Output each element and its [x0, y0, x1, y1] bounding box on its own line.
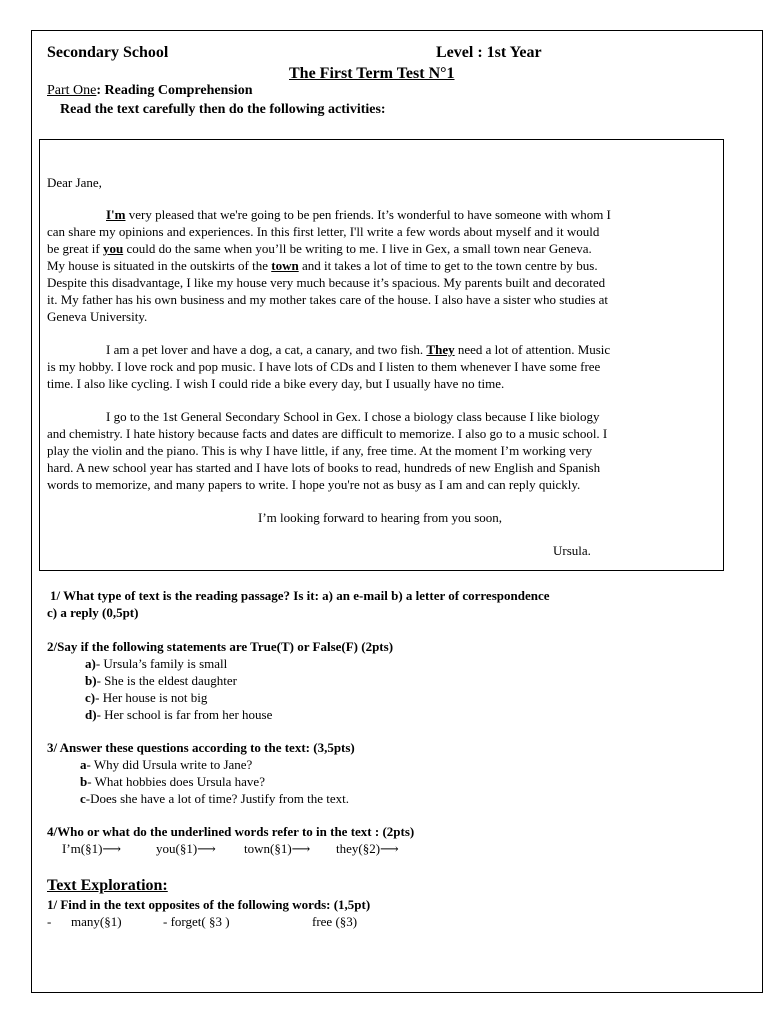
question-item-label: a	[80, 757, 87, 772]
question-4-title: 4/Who or what do the underlined words refer to in the text : (2pts)	[47, 824, 415, 839]
question-item-label: b	[80, 774, 88, 789]
paragraph-3-line: play the violin and the piano. This is why I have little, if any, free time. At the moment I’m working very	[47, 443, 593, 458]
question-1-line2: c) a reply (0,5pt)	[47, 605, 139, 620]
statement-item-text: - Her house is not big	[95, 690, 208, 705]
question-item-text: - Why did Ursula write to Jane?	[86, 757, 253, 772]
letter-text: it. My father has his own business and my mother takes care of the house. I also have a sister who studies at	[47, 292, 609, 307]
paragraph-3-line: words to memorize, and many papers to write. I hope you're not as busy as I am and can reply quickly.	[47, 477, 581, 492]
paragraph-1-line	[47, 275, 605, 291]
instruction: Read the text carefully then do the following activities:	[60, 102, 386, 117]
statement-item-label: c)	[85, 690, 96, 705]
opposite-word-item: free (§3)	[312, 914, 358, 929]
letter-text: could do the same when you’ll be writing to me. I live in Gex, a small town near Geneva.	[123, 241, 592, 256]
letter-text: Despite this disadvantage, I like my house very much because it’s spacious. My parents built and decorated	[47, 275, 606, 290]
exploration-title: Text Exploration:	[47, 877, 168, 894]
question-item-text: -Does she have a lot of time? Justify from the text.	[85, 791, 349, 806]
statement-item-label: d)	[85, 707, 97, 722]
reference-item: I’m(§1)⟶	[62, 841, 122, 856]
paragraph-1-line	[47, 241, 592, 257]
letter-greeting: Dear Jane,	[47, 175, 102, 190]
paragraph-2-line	[106, 342, 610, 358]
letter-text: time. I also like cycling. I wish I could ride a bike every day, but I usually have no time.	[47, 376, 505, 391]
underlined-word: I'm	[106, 207, 126, 222]
paragraph-1-line	[47, 224, 599, 240]
letter-closing: I’m looking forward to hearing from you soon,	[258, 510, 503, 525]
letter-text: is my hobby. I love rock and pop music. I have lots of CDs and I listen to them whenever I have some free	[47, 359, 601, 374]
paragraph-3-line: and chemistry. I hate history because facts and dates are difficult to memorize. I also go to a music school. I	[47, 426, 608, 441]
paragraph-3-line: hard. A new school year has started and I have lots of books to read, hundreds of new English and Spanish	[47, 460, 601, 475]
underlined-word: you	[102, 241, 124, 256]
part-heading	[47, 83, 252, 99]
paragraph-3-line: I go to the 1st General Secondary School in Gex. I chose a biology class because I like biology	[106, 409, 600, 424]
level-label: Level : 1st Year	[436, 44, 542, 61]
letter-text: need a lot of attention. Music	[454, 342, 611, 357]
underlined-word: town	[271, 258, 299, 273]
part-title: : Reading Comprehension	[96, 83, 253, 98]
statement-item	[85, 707, 272, 723]
reference-item: town(§1)⟶	[244, 841, 311, 856]
question-item-label: c	[80, 791, 86, 806]
test-title: The First Term Test N°1	[289, 65, 455, 82]
opposite-word-item: many(§1)	[71, 914, 122, 929]
question-item	[80, 774, 265, 790]
letter-text: My house is situated in the outskirts of the	[47, 258, 272, 273]
question-1-line1: 1/ What type of text is the reading passage? Is it: a) an e-mail b) a letter of correspondence	[50, 588, 550, 603]
question-item-text: - What hobbies does Ursula have?	[87, 774, 265, 789]
statement-item-text: - Ursula’s family is small	[95, 656, 228, 671]
statement-item	[85, 656, 227, 672]
underlined-word: They	[426, 342, 455, 357]
statement-item-label: b)	[85, 673, 97, 688]
letter-text: very pleased that we're going to be pen friends. It’s wonderful to have someone with whom I	[125, 207, 611, 222]
paragraph-2-line	[47, 376, 504, 392]
question-3-title: 3/ Answer these questions according to the text: (3,5pts)	[47, 740, 355, 755]
question-item	[80, 757, 252, 773]
question-item	[80, 791, 349, 807]
letter-signature: Ursula.	[553, 543, 591, 558]
letter-text: I am a pet lover and have a dog, a cat, a canary, and two fish.	[106, 342, 427, 357]
statement-item-label: a)	[85, 656, 96, 671]
exploration-question-1: 1/ Find in the text opposites of the following words: (1,5pt)	[47, 897, 371, 912]
letter-text: and it takes a lot of time to get to the town centre by bus.	[298, 258, 598, 273]
statement-item	[85, 690, 207, 706]
exploration-dash: -	[47, 914, 52, 929]
question-2-title: 2/Say if the following statements are True(T) or False(F) (2pts)	[47, 639, 394, 654]
reference-item: they(§2)⟶	[336, 841, 399, 856]
letter-text: be great if	[47, 241, 103, 256]
part-label: Part One	[47, 83, 97, 98]
letter-text: can share my opinions and experiences. In this first letter, I'll write a few words about myself and it would	[47, 224, 600, 239]
statement-item	[85, 673, 237, 689]
paragraph-2-line	[47, 359, 600, 375]
reference-item: you(§1)⟶	[156, 841, 216, 856]
paragraph-1-line	[47, 309, 147, 325]
statement-item-text: - She is the eldest daughter	[96, 673, 237, 688]
paragraph-1-line	[47, 258, 598, 274]
letter-text: Geneva University.	[47, 309, 148, 324]
opposite-word-item: - forget( §3 )	[163, 914, 230, 929]
paragraph-1-line	[47, 292, 608, 308]
paragraph-1-line	[106, 207, 611, 223]
school-name: Secondary School	[47, 44, 169, 61]
statement-item-text: - Her school is far from her house	[96, 707, 273, 722]
